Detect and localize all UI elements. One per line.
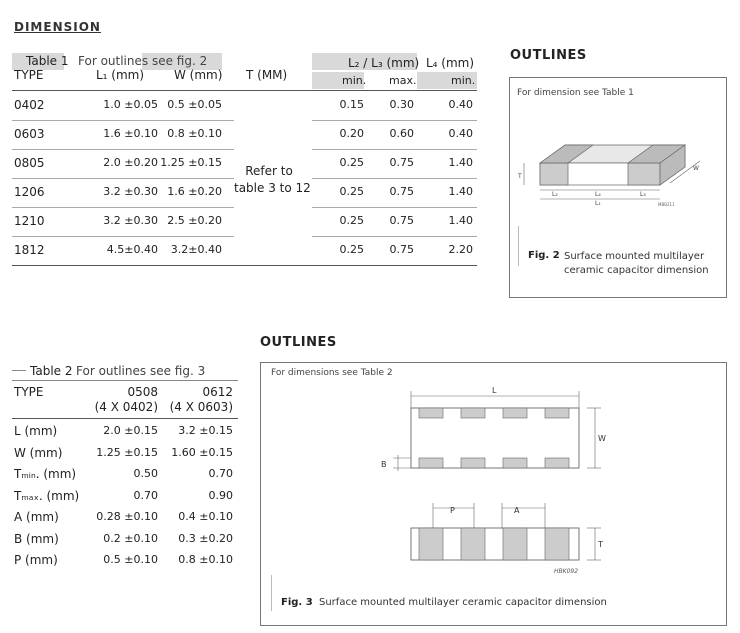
label-w: W bbox=[693, 165, 699, 172]
figure-3-caption bbox=[319, 597, 607, 608]
label-cell: Tₘᵢₙ. (mm) bbox=[14, 467, 77, 481]
col1-line-1: 0508 bbox=[127, 385, 158, 399]
value-0612-cell: 0.8 ±0.10 bbox=[178, 553, 233, 566]
l4-min-cell: 0.40 bbox=[448, 98, 473, 111]
figure-3-note: For dimensions see Table 2 bbox=[271, 368, 393, 378]
termination-left bbox=[540, 163, 568, 185]
value-0508-cell: 0.50 bbox=[133, 467, 158, 480]
label-cell: B (mm) bbox=[14, 532, 59, 546]
value-0612-cell: 0.3 ±0.20 bbox=[178, 532, 233, 545]
l1-cell: 1.0 ±0.05 bbox=[103, 98, 158, 111]
label-a: A bbox=[514, 506, 520, 515]
w-cell: 1.25 ±0.15 bbox=[160, 156, 222, 169]
table-2-caption: Table 2 bbox=[30, 364, 73, 378]
table-1-note: For outlines see fig. 2 bbox=[78, 54, 208, 68]
figure-2-code: MBB211 bbox=[658, 202, 675, 207]
page-title: DIMENSION bbox=[14, 20, 101, 34]
l1-cell: 1.6 ±0.10 bbox=[103, 127, 158, 140]
figure-2-caption bbox=[564, 250, 709, 278]
label-b: B bbox=[381, 460, 387, 469]
col2-line-2: (4 X 0603) bbox=[169, 400, 233, 414]
value-0612-cell: 0.4 ±0.10 bbox=[178, 510, 233, 523]
figure-3-code: HBK092 bbox=[554, 568, 579, 575]
label-t: T bbox=[518, 173, 522, 180]
outlines-heading-2: OUTLINES bbox=[260, 335, 337, 350]
l1-cell: 2.0 ±0.20 bbox=[103, 156, 158, 169]
capacitor-drawing bbox=[510, 123, 726, 213]
value-0508-cell: 0.70 bbox=[133, 489, 158, 502]
header-t: T (MM) bbox=[246, 68, 288, 82]
figure-2-box bbox=[509, 77, 727, 298]
l23-min-cell: 0.25 bbox=[339, 243, 364, 256]
value-0612-cell: 3.2 ±0.15 bbox=[178, 424, 233, 437]
outlines-heading-1: OUTLINES bbox=[510, 48, 587, 63]
t-note-line-2: table 3 to 12 bbox=[234, 181, 311, 195]
array-drawing bbox=[261, 363, 726, 593]
l1-cell: 3.2 ±0.30 bbox=[103, 185, 158, 198]
l23-max-cell: 0.75 bbox=[389, 185, 414, 198]
header-l4: L₄ (mm) bbox=[426, 56, 475, 70]
type-cell: 1812 bbox=[14, 243, 45, 257]
header-l1: L₁ (mm) bbox=[96, 68, 145, 82]
type-cell: 0603 bbox=[14, 127, 45, 141]
t-note-line-1: Refer to bbox=[245, 164, 293, 178]
l23-max-cell: 0.75 bbox=[389, 214, 414, 227]
l23-min-cell: 0.15 bbox=[339, 98, 364, 111]
table-2-header-type: TYPE bbox=[14, 385, 44, 399]
label-l1: L₁ bbox=[595, 200, 601, 207]
w-cell: 3.2±0.40 bbox=[170, 243, 222, 256]
value-0612-cell: 0.90 bbox=[208, 489, 233, 502]
figure-2-caption-line-1: Surface mounted multilayer bbox=[564, 251, 705, 262]
label-cell: W (mm) bbox=[14, 446, 63, 460]
value-0508-cell: 0.2 ±0.10 bbox=[103, 532, 158, 545]
label-cell: L (mm) bbox=[14, 424, 58, 438]
figure-3-caption-tail: dimension bbox=[555, 597, 607, 608]
l23-max-cell: 0.60 bbox=[389, 127, 414, 140]
label-w2: W bbox=[598, 434, 606, 443]
table-2-header-col2 bbox=[167, 385, 233, 415]
type-cell: 1210 bbox=[14, 214, 45, 228]
type-cell: 1206 bbox=[14, 185, 45, 199]
table-2 bbox=[12, 360, 238, 575]
table-2-note: For outlines see fig. 3 bbox=[76, 364, 206, 378]
label-cell: A (mm) bbox=[14, 510, 59, 524]
label-l2: L₂ bbox=[552, 191, 558, 198]
header-l4-min: min. bbox=[451, 74, 476, 87]
col2-line-1: 0612 bbox=[202, 385, 233, 399]
l23-max-cell: 0.75 bbox=[389, 243, 414, 256]
w-cell: 1.6 ±0.20 bbox=[167, 185, 222, 198]
table-1-caption: Table 1 bbox=[26, 54, 69, 68]
w-cell: 2.5 ±0.20 bbox=[167, 214, 222, 227]
l4-min-cell: 0.40 bbox=[448, 127, 473, 140]
type-cell: 0402 bbox=[14, 98, 45, 112]
value-0508-cell: 2.0 ±0.15 bbox=[103, 424, 158, 437]
l23-min-cell: 0.25 bbox=[339, 156, 364, 169]
header-w: W (mm) bbox=[174, 68, 223, 82]
value-0612-cell: 1.60 ±0.15 bbox=[171, 446, 233, 459]
l4-min-cell: 1.40 bbox=[448, 185, 473, 198]
figure-2-label: Fig. 2 bbox=[528, 250, 560, 261]
l1-cell: 4.5±0.40 bbox=[106, 243, 158, 256]
label-p: P bbox=[450, 506, 455, 515]
figure-3-caption-main: Surface mounted multilayer ceramic capacitor bbox=[319, 597, 552, 608]
label-cell: P (mm) bbox=[14, 553, 58, 567]
label-l4: L₄ bbox=[595, 191, 601, 198]
label-l: L bbox=[492, 386, 497, 395]
header-l2-l3: L₂ / L₃ (mm) bbox=[348, 56, 420, 70]
figure-2-caption-line-2: ceramic capacitor dimension bbox=[564, 265, 709, 276]
value-0508-cell: 1.25 ±0.15 bbox=[96, 446, 158, 459]
header-min: min. bbox=[342, 74, 367, 87]
header-max: max. bbox=[389, 74, 417, 87]
w-cell: 0.5 ±0.05 bbox=[167, 98, 222, 111]
figure-3-label: Fig. 3 bbox=[281, 597, 313, 608]
l23-max-cell: 0.30 bbox=[389, 98, 414, 111]
type-cell: 0805 bbox=[14, 156, 45, 170]
termination-right bbox=[628, 163, 660, 185]
header-type: TYPE bbox=[14, 68, 44, 82]
w-cell: 0.8 ±0.10 bbox=[167, 127, 222, 140]
l4-min-cell: 1.40 bbox=[448, 214, 473, 227]
l4-min-cell: 2.20 bbox=[448, 243, 473, 256]
l23-max-cell: 0.75 bbox=[389, 156, 414, 169]
value-0508-cell: 0.5 ±0.10 bbox=[103, 553, 158, 566]
l1-cell: 3.2 ±0.30 bbox=[103, 214, 158, 227]
l23-min-cell: 0.25 bbox=[339, 214, 364, 227]
l4-min-cell: 1.40 bbox=[448, 156, 473, 169]
l23-min-cell: 0.25 bbox=[339, 185, 364, 198]
figure-3-box bbox=[260, 362, 727, 626]
table-1 bbox=[12, 50, 477, 270]
label-t2: T bbox=[598, 540, 603, 549]
label-l3: L₃ bbox=[640, 191, 646, 198]
table-2-header-col1 bbox=[92, 385, 158, 415]
col1-line-2: (4 X 0402) bbox=[94, 400, 158, 414]
t-note bbox=[234, 163, 311, 197]
l23-min-cell: 0.20 bbox=[339, 127, 364, 140]
value-0612-cell: 0.70 bbox=[208, 467, 233, 480]
value-0508-cell: 0.28 ±0.10 bbox=[96, 510, 158, 523]
label-cell: Tₘₐₓ. (mm) bbox=[14, 489, 80, 503]
figure-2-note: For dimension see Table 1 bbox=[517, 88, 634, 98]
